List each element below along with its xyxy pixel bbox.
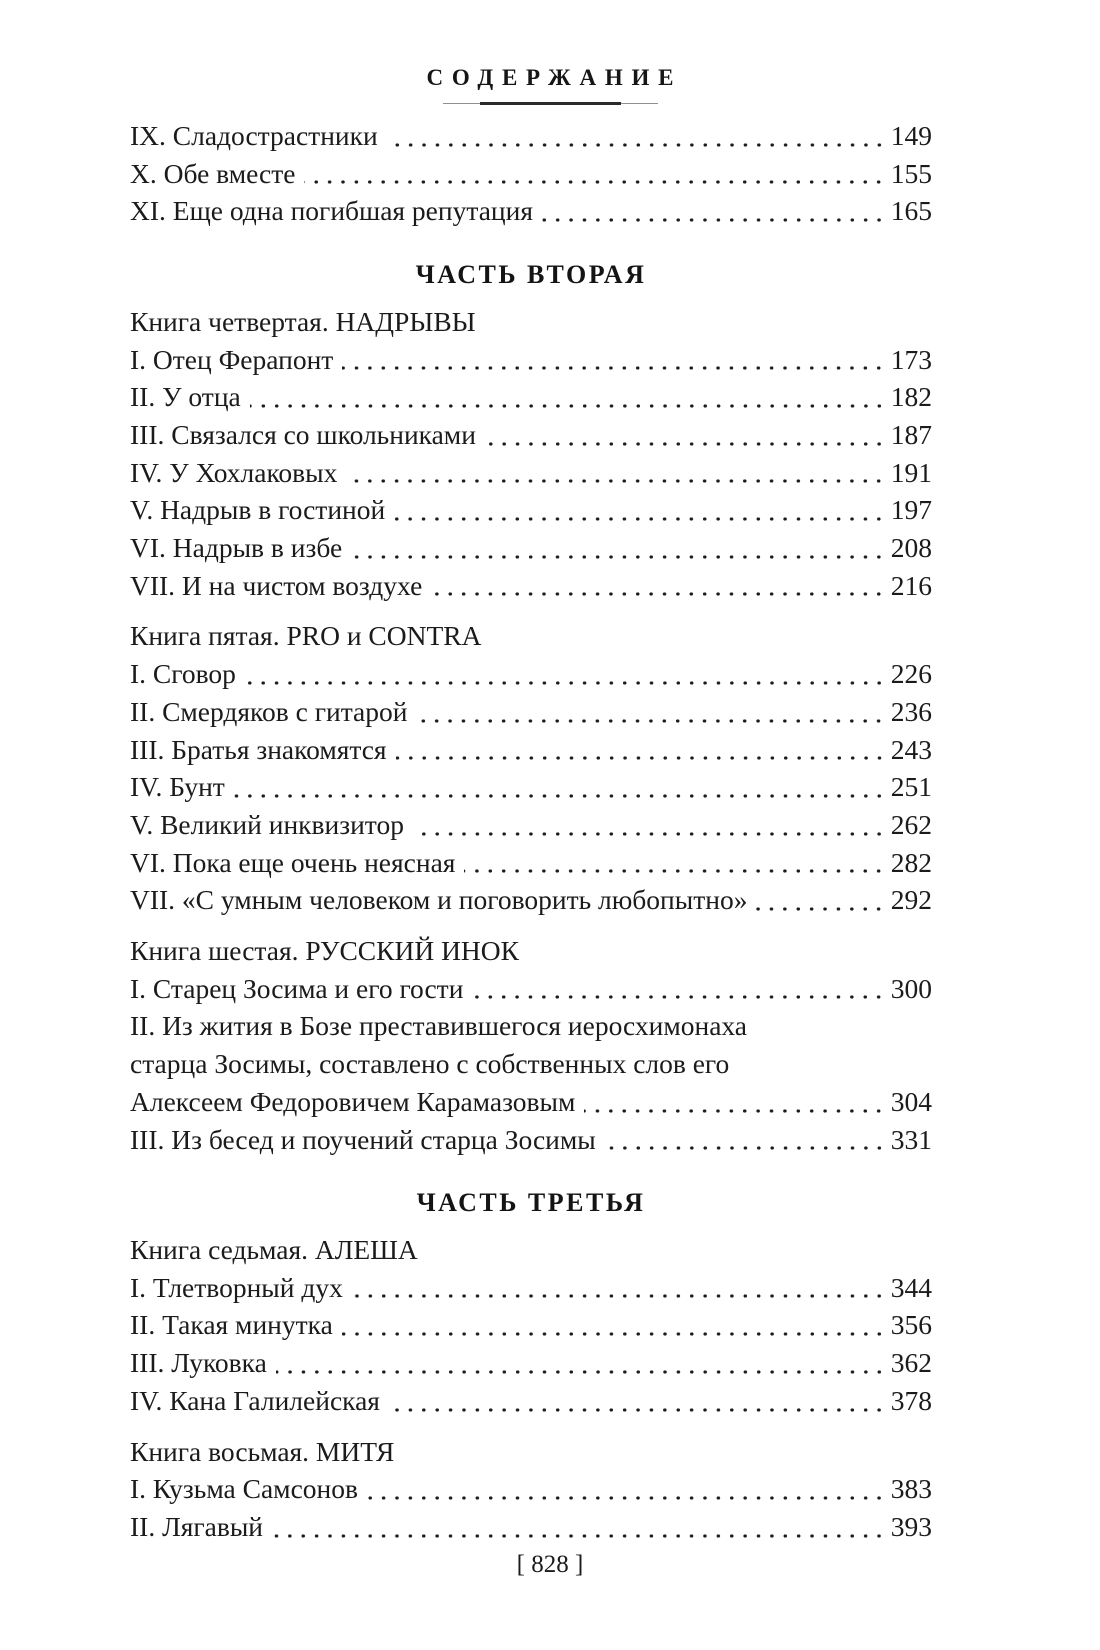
toc-entry	[130, 454, 932, 492]
toc-entry	[130, 693, 932, 731]
dot-leader	[267, 1344, 891, 1382]
book-block	[130, 1433, 932, 1546]
entry-title: III. Из бесед и поучений старца Зосимы	[130, 1123, 596, 1155]
entry-page-number: 304	[890, 1085, 932, 1117]
entry-page-number: 356	[890, 1309, 932, 1341]
dot-leader	[387, 731, 891, 769]
toc-entry	[130, 1045, 932, 1083]
entry-page-number: 282	[890, 846, 932, 878]
table-of-contents	[0, 117, 1100, 1546]
entry-title: II. Смердяков с гитарой	[130, 695, 408, 727]
entry-page-number: 383	[890, 1473, 932, 1505]
toc-entry	[130, 529, 932, 567]
page-title: СОДЕРЖАНИЕ	[426, 65, 683, 90]
dot-leader	[342, 529, 891, 567]
entry-title: I. Тлетворный дух	[130, 1271, 343, 1303]
dot-leader	[333, 1306, 891, 1344]
dot-leader	[333, 341, 890, 379]
toc-entry	[130, 1470, 932, 1508]
entry-title: I. Кузьма Самсонов	[130, 1473, 358, 1505]
toc-entry	[130, 768, 932, 806]
book-title: Книга шестая. РУССКИЙ ИНОК	[130, 935, 519, 967]
entry-page-number: 331	[890, 1123, 932, 1155]
entry-page-number: 236	[890, 695, 932, 727]
toc-entry	[130, 881, 932, 919]
entry-page-number: 362	[890, 1347, 932, 1379]
book-title: Книга четвертая. НАДРЫВЫ	[130, 305, 476, 337]
entry-title: II. Такая минутка	[130, 1309, 333, 1341]
entry-page-number: 292	[890, 884, 932, 916]
entry-page-number: 251	[890, 771, 932, 803]
dot-leader	[596, 1121, 891, 1159]
toc-entry	[130, 806, 932, 844]
header-divider	[443, 102, 658, 105]
entry-page-number: 262	[890, 808, 932, 840]
entry-title: II. У отца	[130, 381, 241, 413]
toc-entry	[130, 1269, 932, 1307]
toc-entry	[130, 378, 932, 416]
entry-page-number: 208	[890, 532, 932, 564]
entry-title: VI. Пока еще очень неясная	[130, 846, 456, 878]
entry-title: III. Братья знакомятся	[130, 733, 387, 765]
entry-page-number: 344	[890, 1271, 932, 1303]
dot-leader	[343, 1269, 891, 1307]
divider-thick-line	[480, 102, 621, 105]
page-header	[0, 0, 1100, 105]
folio-page-number: [ 828 ]	[516, 1550, 584, 1578]
entry-page-number: 216	[890, 569, 932, 601]
entry-page-number: 378	[890, 1384, 932, 1416]
entry-title: II. Из жития в Бозе преставившегося иеросхимонаха	[130, 1010, 748, 1042]
toc-entry	[130, 1344, 932, 1382]
book-block	[130, 303, 932, 605]
dot-leader	[337, 454, 890, 492]
dot-leader	[295, 155, 890, 193]
part-heading: ЧАСТЬ ТРЕТЬЯ	[416, 1188, 646, 1218]
toc-entry	[130, 731, 932, 769]
entry-title: VII. И на чистом воздухе	[130, 569, 423, 601]
toc-entry	[130, 1083, 932, 1121]
toc-entry	[130, 1121, 932, 1159]
entry-page-number: 149	[890, 120, 932, 151]
toc-entry	[130, 844, 932, 882]
entry-title: III. Связался со школьниками	[130, 418, 476, 450]
entry-title: I. Старец Зосима и его гости	[130, 972, 464, 1004]
entry-page-number: 155	[890, 157, 932, 189]
entry-page-number: 182	[890, 381, 932, 413]
dot-leader	[378, 117, 891, 155]
entry-title: V. Великий инквизитор	[130, 808, 404, 840]
toc-entry	[130, 655, 932, 693]
toc-entry	[130, 155, 932, 193]
toc-entry	[130, 567, 932, 605]
entry-page-number: 226	[890, 658, 932, 690]
entry-page-number: 197	[890, 494, 932, 526]
entry-title: IV. Бунт	[130, 771, 225, 803]
dot-leader	[263, 1508, 891, 1546]
dot-leader	[385, 491, 891, 529]
toc-entry	[130, 341, 932, 379]
entry-title: III. Луковка	[130, 1347, 267, 1379]
entry-page-number: 165	[890, 195, 932, 227]
entry-page-number: 173	[890, 343, 932, 375]
entry-title: VII. «С умным человеком и поговорить любопытно»	[130, 884, 748, 916]
dot-leader	[241, 378, 891, 416]
entry-title: V. Надрыв в гостиной	[130, 494, 386, 526]
entry-title: II. Лягавый	[130, 1510, 264, 1542]
dot-leader	[476, 416, 891, 454]
dot-leader	[407, 693, 890, 731]
dot-leader	[747, 881, 890, 919]
entry-title: IV. Кана Галилейская	[130, 1384, 380, 1416]
entry-page-number: 300	[890, 972, 932, 1004]
toc-entry	[130, 192, 932, 230]
page-footer	[0, 1546, 1100, 1584]
entry-title: X. Обе вместе	[130, 157, 296, 189]
dot-leader	[236, 655, 891, 693]
toc-entry	[130, 1306, 932, 1344]
book-block	[130, 117, 932, 230]
entry-title: I. Отец Ферапонт	[130, 343, 334, 375]
dot-leader	[404, 806, 891, 844]
book-title: Книга восьмая. МИТЯ	[130, 1435, 395, 1467]
entry-title: XI. Еще одна погибшая репутация	[130, 195, 533, 227]
entry-page-number: 243	[890, 733, 932, 765]
dot-leader	[358, 1470, 891, 1508]
toc-entry	[130, 1007, 932, 1045]
toc-entry	[130, 970, 932, 1008]
dot-leader	[455, 844, 890, 882]
entry-title: Алексеем Федоровичем Карамазовым	[130, 1085, 576, 1117]
entry-page-number: 393	[890, 1510, 932, 1542]
entry-title: IV. У Хохлаковых	[130, 456, 338, 488]
toc-entry	[130, 1508, 932, 1546]
book-block	[130, 1231, 932, 1420]
book-block	[130, 932, 932, 1158]
toc-entry	[130, 416, 932, 454]
book-title: Книга пятая. PRO и CONTRA	[130, 620, 482, 652]
book-block	[130, 617, 932, 919]
entry-title: VI. Надрыв в избе	[130, 532, 343, 564]
dot-leader	[575, 1083, 890, 1121]
dot-leader	[533, 192, 891, 230]
dot-leader	[422, 567, 890, 605]
entry-page-number: 187	[890, 418, 932, 450]
toc-entry	[130, 1382, 932, 1420]
dot-leader	[380, 1382, 891, 1420]
entry-title: старца Зосимы, составлено с собственных слов его	[130, 1048, 730, 1080]
dot-leader	[463, 970, 890, 1008]
toc-entry	[130, 491, 932, 529]
entry-title: IX. Сладострастники	[130, 120, 378, 151]
toc-entry	[130, 117, 932, 155]
dot-leader	[225, 768, 891, 806]
entry-page-number: 191	[890, 456, 932, 488]
part-heading: ЧАСТЬ ВТОРАЯ	[415, 260, 647, 290]
book-title: Книга седьмая. АЛЕША	[130, 1233, 418, 1265]
entry-title: I. Сговор	[130, 658, 236, 690]
